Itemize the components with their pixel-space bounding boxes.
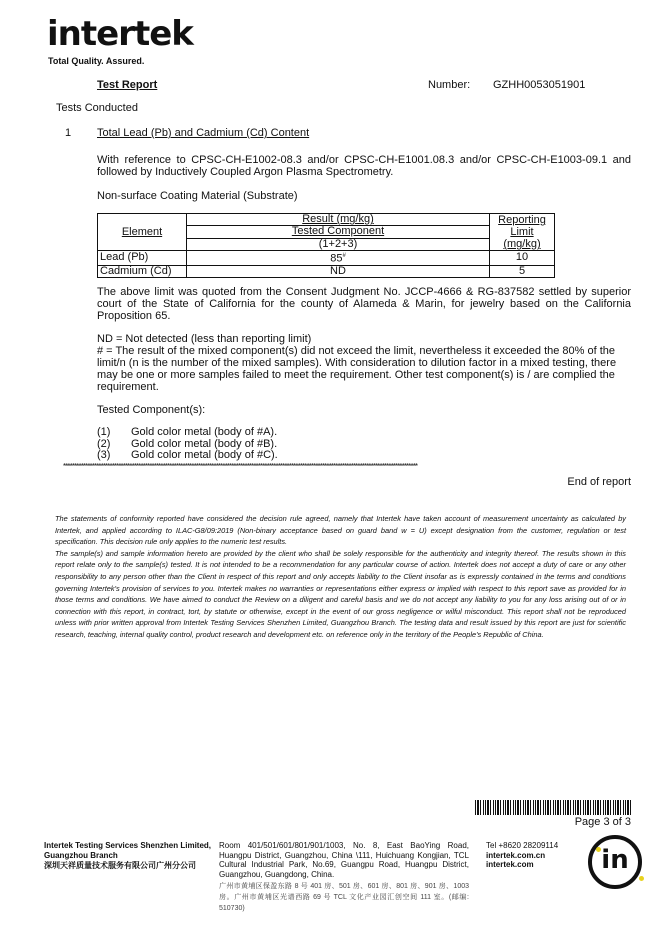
header-element: Element xyxy=(98,214,187,251)
table-row xyxy=(98,265,555,277)
disclaimer xyxy=(55,513,626,641)
test-index: 1 xyxy=(65,127,72,139)
cell-element: Cadmium (Cd) xyxy=(98,265,187,277)
cell-element: Lead (Pb) xyxy=(98,251,187,266)
components-label: Tested Component(s): xyxy=(97,404,206,416)
footer-contact: Tel +8620 28209114 intertek.com.cn intertek.com xyxy=(486,841,559,869)
test-material: Non-surface Coating Material (Substrate) xyxy=(97,190,298,202)
hash-note: # = The result of the mixed component(s) did not exceed the limit, nevertheless it exceeded the 80% of the limit/n (n is the number of the mixed samples). With consideration to dilution factor in a mixed testing, there may be one or more samples failed to meet the requirement. Other test component(s) is / are complied the requirement. xyxy=(97,345,617,393)
end-of-report: End of report xyxy=(567,476,631,488)
components-list xyxy=(97,427,278,462)
limit-note: The above limit was quoted from the Consent Judgment No. JCCP-4666 & RG-837582 settled by superior court of the State of California for the county of Alameda & Marin, for jewelry based on the California Proposition 65. xyxy=(97,286,631,322)
footer-address: Room 401/501/601/801/901/1003, No. 8, East BaoYing Road, Huangpu District, Guangzhou, China \111, Huichuang Kongjian, TCL Cultural Industrial Park, No.69, Guangpu Road, Huangpu District, Guangzhou, Guangdong, China. 广州市黄埔区保盈东路 8 号 401 房、501 房、601 房、801 房、901 房、1003 房。广州市黄埔区光谱西路 69 号 TCL 文化产业园汇创空间 111 室。(邮编: 510730) xyxy=(219,841,469,912)
intertek-badge-icon: in xyxy=(588,835,642,889)
header-combination: (1+2+3) xyxy=(187,238,490,250)
cell-limit: 5 xyxy=(490,265,555,277)
header-result: Result (mg/kg) xyxy=(187,214,490,226)
page-number: Page 3 of 3 xyxy=(574,816,631,828)
logo-tagline: Total Quality. Assured. xyxy=(48,56,145,66)
disclaimer-paragraph: The sample(s) and sample information hereto are provided by the client who shall be solely responsible for the authenticity and integrity thereof. The results shown in this report relate only to the sample(s) tested. It is not intended to be a recommendation for any particular course of action. Intertek does not accept a duty of care or any other responsibility to any person other than the Client in respect of this report and only accepts liability to the Client insofar as is expressly contained in the terms and conditions governing Intertek's provision of services to you. Intertek makes no warranties or representations either express or implied with respect to this report save as provided for in those terms and conditions. We have aimed to conduct the Review on a diligent and careful basis and we do not accept any liability to you for any loss arising out of or in connection with this report, in contract, tort, by statute or otherwise, except in the event of our gross negligence or wilful misconduct. This report shall not be reproduced unless with prior written approval from Intertek Testing Services Shenzhen Limited, Guangzhou Branch. The testing data and result issued by this report are just for scientific research, teaching, internal quality control, product research and development etc. on reference only in the territory of the People's Republic of China. xyxy=(55,548,626,639)
list-item: (3) Gold color metal (body of #C). xyxy=(97,449,278,461)
disclaimer-paragraph: The statements of conformity reported have considered the decision rule agreed, namely that Intertek have taken account of measurement uncertainty as calculated by Intertek, and applied according to ILAC-G8/09:2019 (Non-binary acceptance based on guard band w = U) except designation from the customer, regulation or test specification. This decision rule only applies to the numeric test results. xyxy=(55,514,626,547)
barcode xyxy=(475,800,631,815)
table-row xyxy=(98,251,555,266)
report-title: Test Report xyxy=(97,79,158,91)
cell-result: 85# xyxy=(187,251,490,266)
cell-limit: 10 xyxy=(490,251,555,266)
footer-company: Intertek Testing Services Shenzhen Limited, Guangzhou Branch 深圳天祥质量技术服务有限公司广州分公司 xyxy=(44,841,212,870)
report-number-label: Number: xyxy=(428,79,471,91)
separator-line: **************************************************************************************************************************************************************** xyxy=(63,462,418,471)
test-title: Total Lead (Pb) and Cadmium (Cd) Content xyxy=(97,127,310,139)
test-method: With reference to CPSC-CH-E1002-08.3 and/or CPSC-CH-E1001.08.3 and/or CPSC-CH-E1003-09.1 and followed by Inductively Coupled Argon Plasma Spectrometry. xyxy=(97,154,631,178)
header-tested-component: Tested Component xyxy=(187,226,490,238)
report-number: GZHH0053051901 xyxy=(493,79,586,91)
nd-note: ND = Not detected (less than reporting limit) xyxy=(97,333,312,345)
cell-result: ND xyxy=(187,265,490,277)
intertek-logo: intertek xyxy=(47,14,193,54)
results-table xyxy=(97,213,555,278)
section-title: Tests Conducted xyxy=(56,102,138,114)
header-limit: Reporting Limit (mg/kg) xyxy=(490,214,555,251)
list-item: (1) Gold color metal (body of #A). xyxy=(97,426,278,438)
list-item: (2) Gold color metal (body of #B). xyxy=(97,437,278,450)
